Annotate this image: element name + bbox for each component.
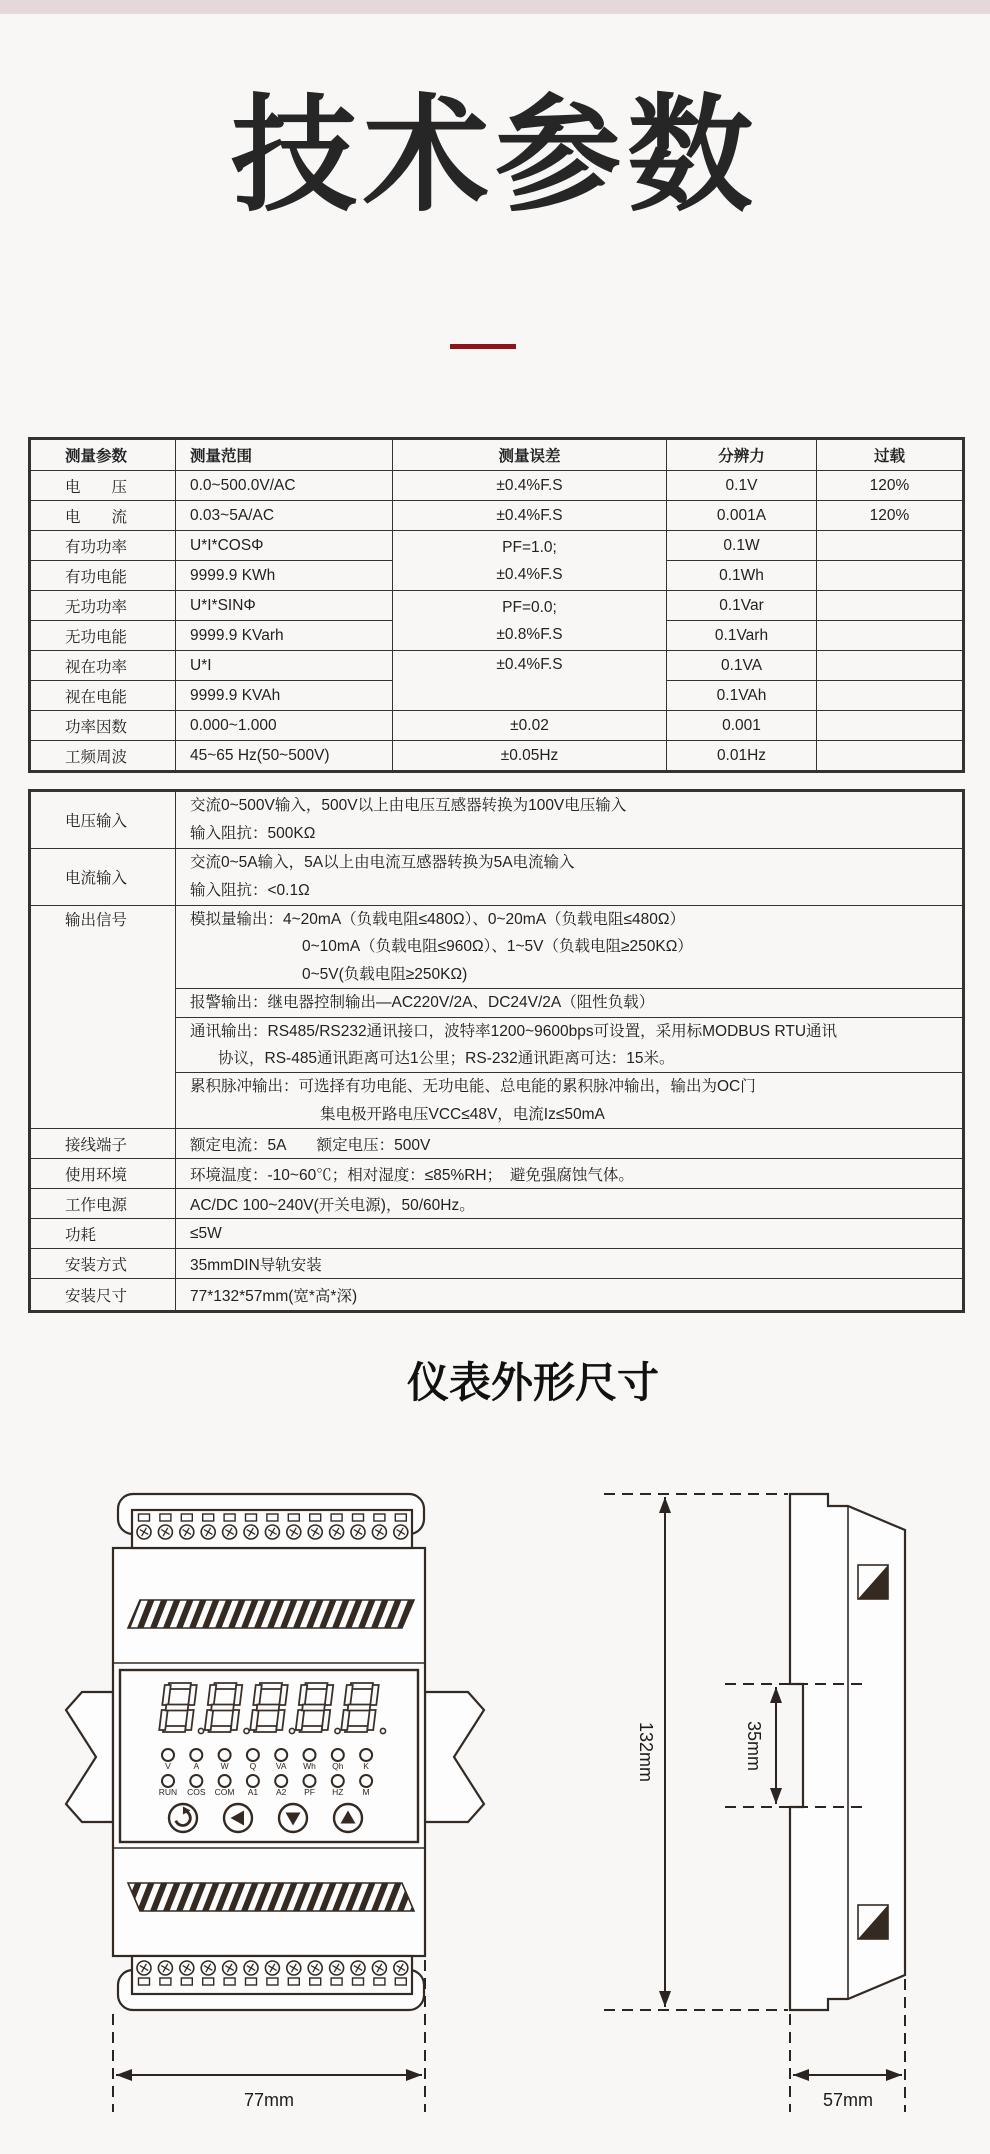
cell-label: 接线端子 <box>30 1129 176 1159</box>
led-indicator <box>360 1775 372 1787</box>
cell-resolution: 0.001 <box>667 711 817 741</box>
terminal-slot <box>246 1978 257 1985</box>
cell-error-merged <box>393 591 667 651</box>
led-label: Q <box>249 1761 257 1771</box>
terminal-slot <box>395 1978 406 1985</box>
led-indicator <box>275 1749 287 1761</box>
cell-overload <box>817 681 964 711</box>
led-label: V <box>165 1761 171 1771</box>
din-rail-stub-right <box>425 1692 484 1822</box>
cell-value: 77*132*57mm(宽*高*深) <box>176 1279 964 1312</box>
cell-param: 视在电能 <box>30 681 176 711</box>
section-title: 仪表外形尺寸 <box>406 1359 659 1406</box>
cell-label: 安装方式 <box>30 1249 176 1279</box>
cell-value: ≤5W <box>176 1219 964 1249</box>
led-label: HZ <box>332 1787 344 1797</box>
cell-resolution: 0.1VA <box>667 651 817 681</box>
led-label: A2 <box>275 1787 287 1797</box>
led-indicator <box>332 1749 344 1761</box>
terminal-slot <box>203 1514 214 1521</box>
table-row <box>30 1249 964 1279</box>
led-label: COS <box>187 1787 206 1797</box>
output-section-analog <box>176 906 962 989</box>
led-label: A <box>193 1761 200 1771</box>
table-row <box>30 849 964 906</box>
terminal-slot <box>395 1514 406 1521</box>
cell-overload: 120% <box>817 501 964 531</box>
terminal-slot <box>331 1514 342 1521</box>
cell-param: 电 压 <box>30 471 176 501</box>
table-row <box>30 1219 964 1249</box>
terminal-slot <box>224 1978 235 1985</box>
cell-resolution: 0.1VAh <box>667 681 817 711</box>
terminal-slot <box>160 1978 171 1985</box>
cell-param: 有功功率 <box>30 531 176 561</box>
din-rail-stub-left <box>66 1692 113 1822</box>
cell-label: 电流输入 <box>30 849 176 906</box>
spec-line: 交流0~500V输入，500V以上由电压互感器转换为100V电压输入 <box>190 797 627 814</box>
cell-overload <box>817 741 964 772</box>
terminal-slot <box>374 1514 385 1521</box>
spec-line: 输入阻抗：<0.1Ω <box>190 882 310 899</box>
led-indicator <box>162 1775 174 1787</box>
cell-label: 使用环境 <box>30 1159 176 1189</box>
outline-dimension-diagram <box>0 1420 990 2154</box>
cell-label: 功耗 <box>30 1219 176 1249</box>
spec-line: 累积脉冲输出：可选择有功电能、无功电能、总电能的累积脉冲输出，输出为OC门 <box>190 1078 756 1096</box>
led-indicator <box>304 1749 316 1761</box>
table-row <box>30 741 964 772</box>
cell-value: 环境温度：-10~60℃；相对湿度：≤85%RH； 避免强腐蚀气体。 <box>176 1159 964 1189</box>
cell-label: 输出信号 <box>30 906 176 1129</box>
spec-line: 通讯输出：RS485/RS232通讯接口，波特率1200~9600bps可设置，采用标MODBUS RTU通讯 <box>190 1022 838 1040</box>
cell-resolution: 0.1W <box>667 531 817 561</box>
terminal-slot <box>160 1514 171 1521</box>
led-indicator <box>247 1775 259 1787</box>
side-view <box>790 1494 905 2010</box>
cell-value: 35mmDIN导轨安装 <box>176 1249 964 1279</box>
rail-dimension-label: 35mm <box>744 1720 764 1772</box>
led-indicator <box>219 1749 231 1761</box>
led-indicator <box>360 1749 372 1761</box>
led-indicator <box>304 1775 316 1787</box>
led-label: VA <box>275 1761 287 1771</box>
spec-line: 0~10mA（负载电阻≤960Ω）、1~5V（负载电阻≥250KΩ） <box>302 938 693 956</box>
table-row <box>30 1279 964 1312</box>
cell-range: U*I*COSΦ <box>176 531 393 561</box>
cell-param: 功率因数 <box>30 711 176 741</box>
cell-overload <box>817 531 964 561</box>
led-label: Wh <box>303 1761 316 1771</box>
terminal-slot <box>310 1514 321 1521</box>
led-label: PF <box>304 1787 315 1797</box>
table-row <box>30 591 964 621</box>
cell-range: 9999.9 KVarh <box>176 621 393 651</box>
output-section-comm <box>176 1018 962 1074</box>
cell-range: 0.000~1.000 <box>176 711 393 741</box>
page-title: 技术参数 <box>231 85 759 226</box>
led-label: W <box>220 1761 229 1771</box>
cell-resolution: 0.1Wh <box>667 561 817 591</box>
cell-label: 安装尺寸 <box>30 1279 176 1312</box>
cell-param: 无功电能 <box>30 621 176 651</box>
led-label: A1 <box>247 1787 259 1797</box>
cell-param: 工频周波 <box>30 741 176 772</box>
cell-error: ±0.05Hz <box>393 741 667 772</box>
spec-line: 报警输出：继电器控制输出—AC220V/2A、DC24V/2A（阻性负载） <box>190 994 655 1012</box>
cell-error: ±0.4%F.S <box>496 565 563 583</box>
cell-resolution: 0.1V <box>667 471 817 501</box>
led-indicator <box>190 1749 202 1761</box>
height-dimension-label: 132mm <box>636 1721 656 1783</box>
io-spec-table <box>28 789 965 1313</box>
cell-error-merged <box>393 651 667 711</box>
led-indicator <box>275 1775 287 1787</box>
cell-range: 0.0~500.0V/AC <box>176 471 393 501</box>
table-row <box>30 791 964 849</box>
cell-value <box>176 791 964 849</box>
terminal-slot <box>374 1978 385 1985</box>
table-row <box>30 1159 964 1189</box>
terminal-slot <box>267 1514 278 1521</box>
cell-error <box>393 678 666 705</box>
measurement-spec-table <box>28 437 965 773</box>
terminal-slot <box>181 1514 192 1521</box>
col-header: 测量范围 <box>176 439 393 471</box>
table-row <box>30 501 964 531</box>
led-indicator <box>219 1775 231 1787</box>
depth-dimension-label: 57mm <box>822 2090 874 2110</box>
cell-param: 电 流 <box>30 501 176 531</box>
col-header: 分辨力 <box>667 439 817 471</box>
spec-line: 交流0~5A输入，5A以上由电流互感器转换为5A电流输入 <box>190 854 575 871</box>
terminal-slot <box>267 1978 278 1985</box>
cell-error: PF=0.0; <box>502 598 557 616</box>
cell-label: 工作电源 <box>30 1189 176 1219</box>
led-label: COM <box>214 1787 235 1797</box>
cell-error-merged <box>393 531 667 591</box>
cell-error: ±0.02 <box>393 711 667 741</box>
cell-value <box>176 906 964 1129</box>
terminal-slot <box>310 1978 321 1985</box>
led-label: Qh <box>332 1761 344 1771</box>
cell-label: 电压输入 <box>30 791 176 849</box>
table-row <box>30 711 964 741</box>
cell-param: 有功电能 <box>30 561 176 591</box>
front-view <box>66 1494 484 2010</box>
cell-overload <box>817 651 964 681</box>
terminal-slot <box>203 1978 214 1985</box>
cell-overload <box>817 711 964 741</box>
terminal-slot <box>181 1978 192 1985</box>
table-row <box>30 1189 964 1219</box>
led-indicator <box>332 1775 344 1787</box>
cell-overload: 120% <box>817 471 964 501</box>
spec-line: 协议，RS-485通讯距离可达1公里；RS-232通讯距离可达：15米。 <box>218 1050 675 1068</box>
cell-error: ±0.4%F.S <box>393 501 667 531</box>
cell-error: PF=1.0; <box>502 538 557 556</box>
terminal-slot <box>288 1514 299 1521</box>
table-row <box>30 471 964 501</box>
cell-resolution: 0.1Var <box>667 591 817 621</box>
col-header: 过载 <box>817 439 964 471</box>
table-row <box>30 906 964 1129</box>
cell-resolution: 0.01Hz <box>667 741 817 772</box>
terminal-slot <box>246 1514 257 1521</box>
spec-line: 集电极开路电压VCC≤48V，电流Iz≤50mA <box>320 1105 605 1123</box>
cell-param: 无功功率 <box>30 591 176 621</box>
cell-error: ±0.8%F.S <box>496 625 563 643</box>
led-label: K <box>363 1761 369 1771</box>
page-top-strip <box>0 0 990 14</box>
cell-resolution: 0.001A <box>667 501 817 531</box>
spec-line: 输入阻抗：500KΩ <box>190 825 316 842</box>
red-divider <box>450 344 516 349</box>
cell-range: 0.03~5A/AC <box>176 501 393 531</box>
led-label: M <box>362 1787 370 1797</box>
table-row <box>30 1129 964 1159</box>
width-dimension-label: 77mm <box>243 2090 295 2110</box>
cell-range: 9999.9 KWh <box>176 561 393 591</box>
output-section-alarm <box>176 989 962 1017</box>
col-header: 测量误差 <box>393 439 667 471</box>
cell-resolution: 0.1Varh <box>667 621 817 651</box>
terminal-slot <box>331 1978 342 1985</box>
cell-value: AC/DC 100~240V(开关电源)，50/60Hz。 <box>176 1189 964 1219</box>
col-header: 测量参数 <box>30 439 176 471</box>
terminal-slot <box>353 1514 364 1521</box>
cell-range: 45~65 Hz(50~500V) <box>176 741 393 772</box>
spec-line: 模拟量输出：4~20mA（负载电阻≤480Ω）、0~20mA（负载电阻≤480Ω） <box>190 911 685 928</box>
cell-overload <box>817 591 964 621</box>
terminal-slot <box>224 1514 235 1521</box>
terminal-slot <box>353 1978 364 1985</box>
output-section-pulse <box>176 1073 962 1128</box>
terminal-slot <box>288 1978 299 1985</box>
cell-overload <box>817 621 964 651</box>
cell-value: 额定电流：5A 额定电压：500V <box>176 1129 964 1159</box>
cell-range: U*I <box>176 651 393 681</box>
table-row <box>30 651 964 681</box>
led-indicator <box>162 1749 174 1761</box>
table-row <box>30 531 964 561</box>
led-indicator <box>190 1775 202 1787</box>
led-indicator <box>247 1749 259 1761</box>
cell-error: ±0.4%F.S <box>496 656 563 673</box>
cell-value <box>176 849 964 906</box>
cell-overload <box>817 561 964 591</box>
cell-range: 9999.9 KVAh <box>176 681 393 711</box>
led-label: RUN <box>158 1787 178 1797</box>
terminal-slot <box>139 1978 150 1985</box>
spec-line: 0~5V(负载电阻≥250KΩ) <box>302 965 468 983</box>
cell-range: U*I*SINΦ <box>176 591 393 621</box>
cell-error: ±0.4%F.S <box>393 471 667 501</box>
terminal-slot <box>139 1514 150 1521</box>
table-header-row <box>30 439 964 471</box>
cell-param: 视在功率 <box>30 651 176 681</box>
